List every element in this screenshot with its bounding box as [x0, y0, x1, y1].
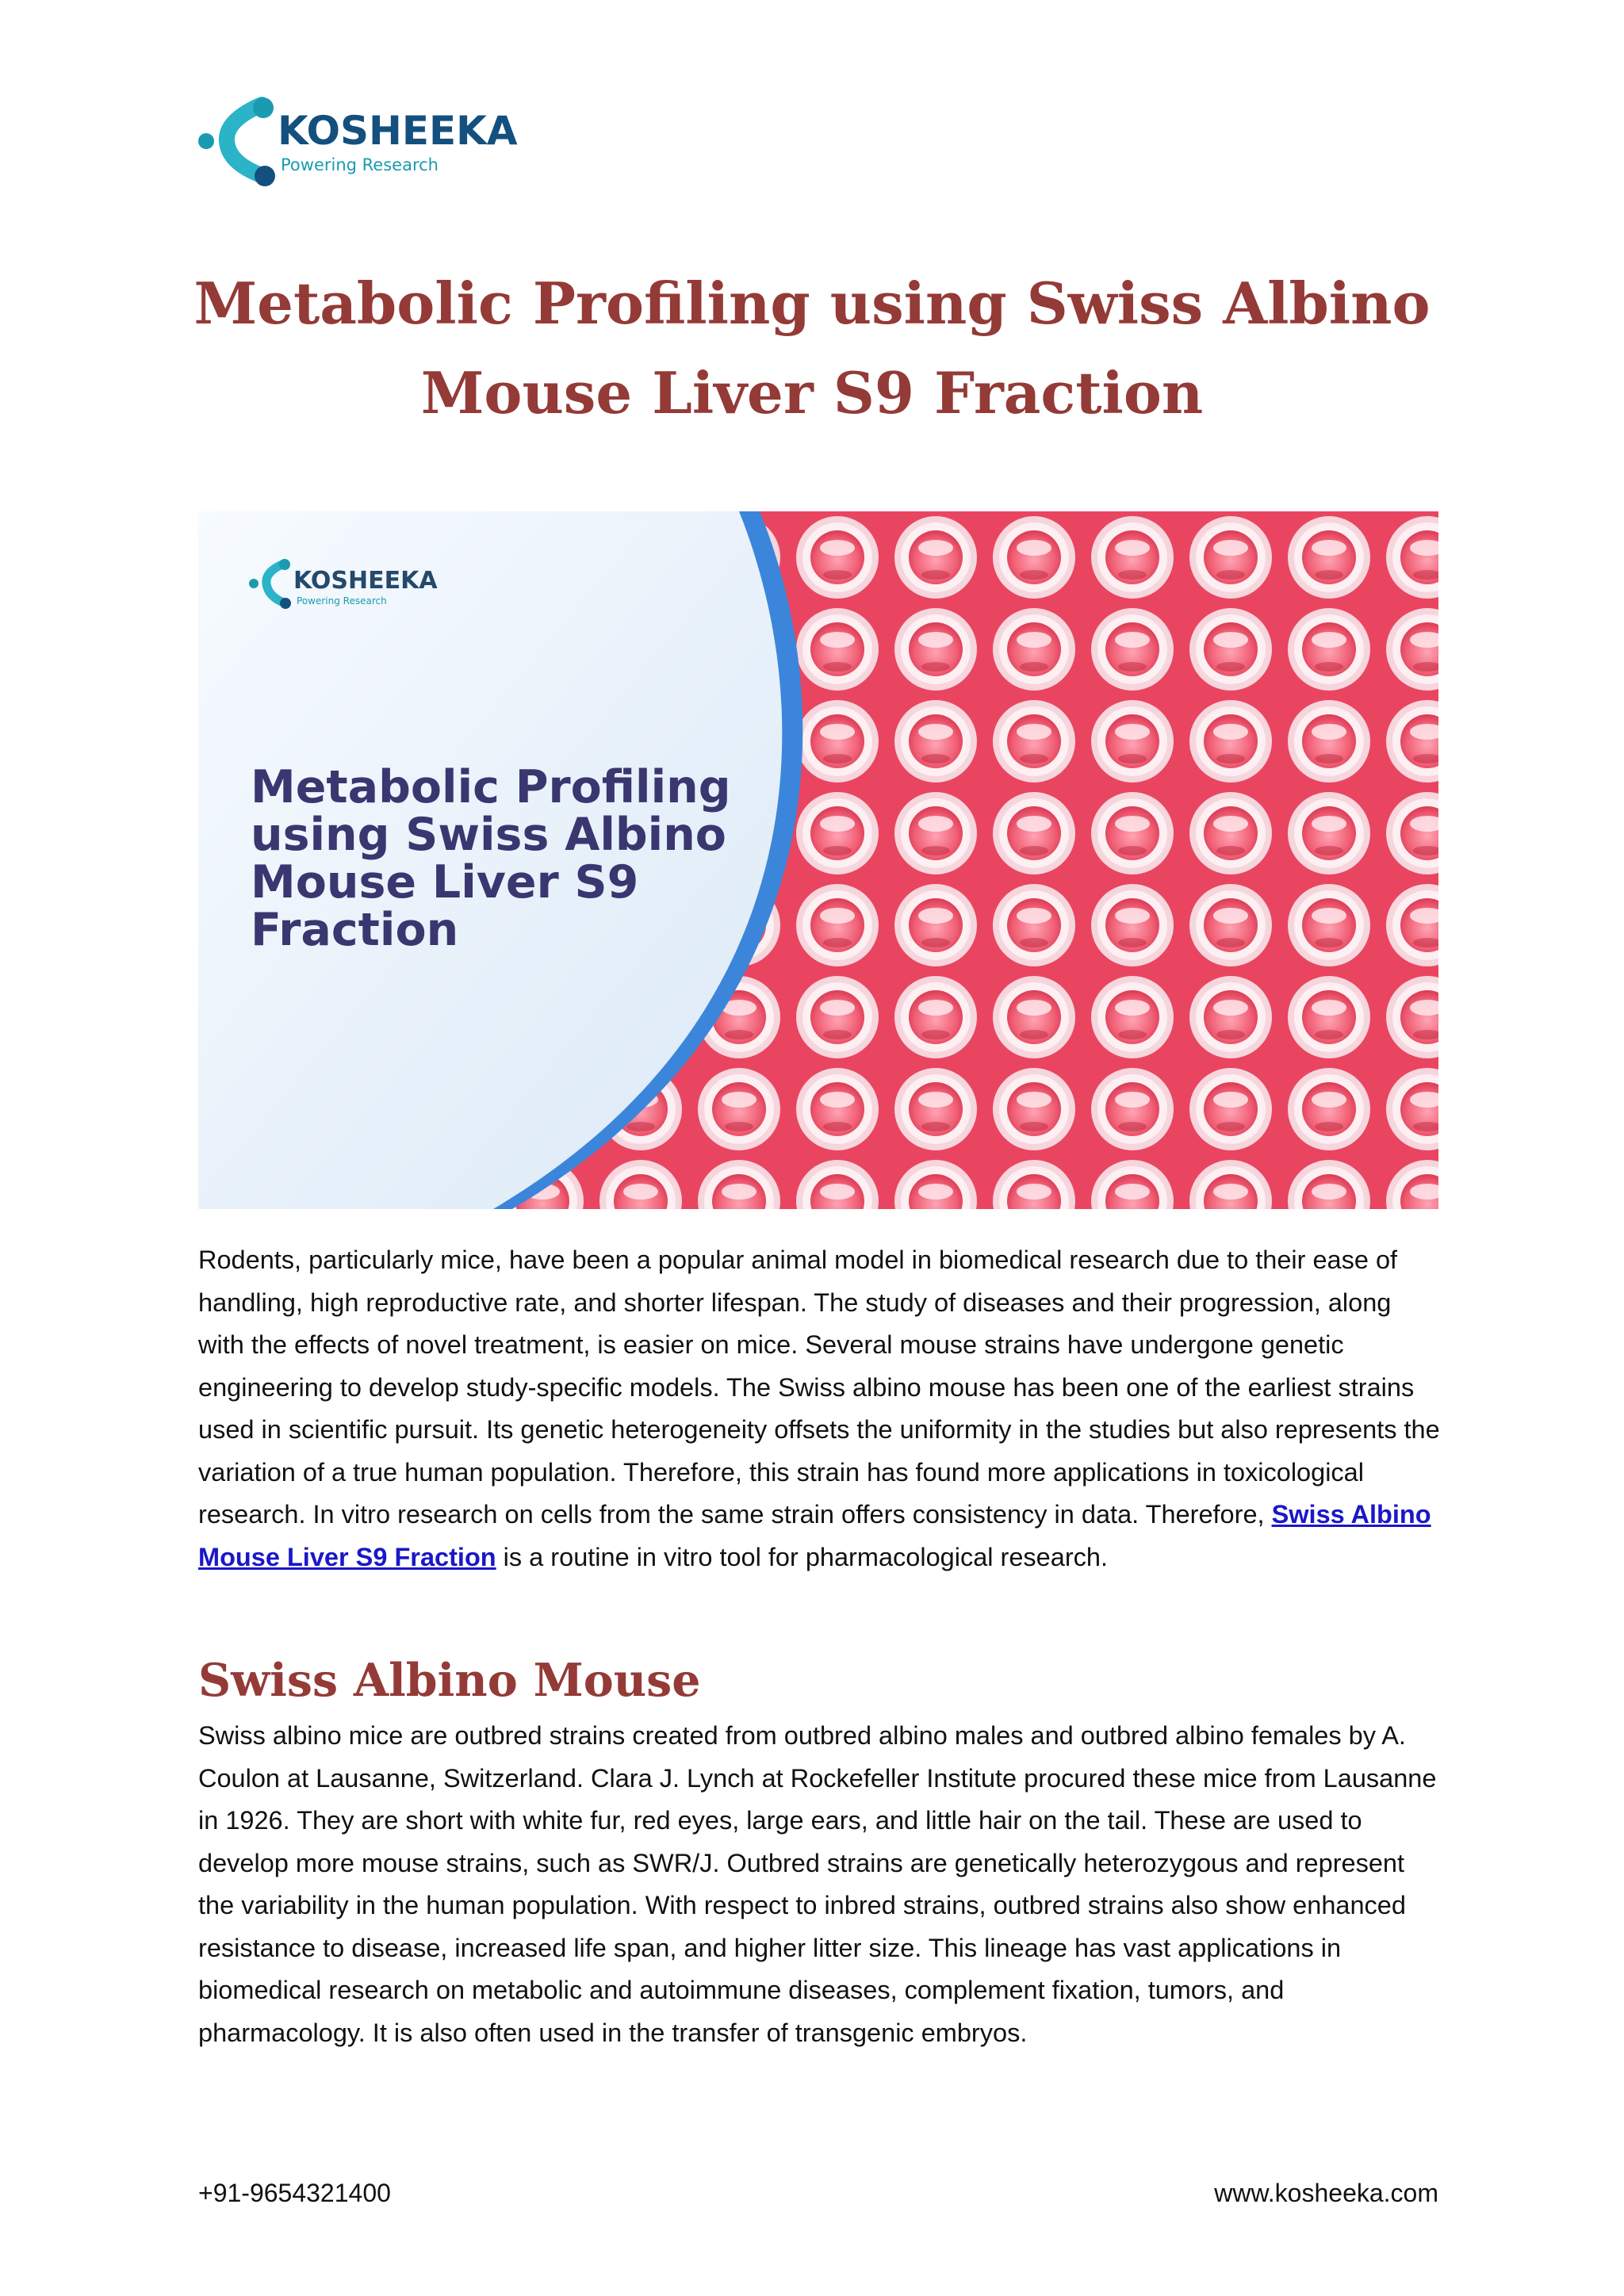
logo-tagline: Powering Research [281, 155, 439, 174]
logo-name: KOSHEEKA [278, 108, 518, 154]
kosheeka-logo [195, 94, 544, 189]
banner-image [198, 511, 1438, 1209]
intro-text-after: is a routine in vitro tool for pharmacological research. [496, 1542, 1108, 1571]
banner-logo-name: KOSHEEKA [293, 567, 438, 595]
intro-text-before: Rodents, particularly mice, have been a popular animal model in biomedical research due to their ease of handling, high reproductive rate, and shorter lifespan. The study of diseases and their progression, along with the effects of novel treatment, is easier on mice. Several mouse strains have undergone genetic engineering to develop study-specific models. The Swiss albino mouse has been one of the earliest strains used in scientific pursuit. Its genetic heterogeneity offsets the uniformity in the studies but also represents the variation of a true human population. Therefore, this strain has found more applications in toxicological research. In vitro research on cells from the same strain offers consistency in data. Therefore, [198, 1246, 1440, 1529]
banner-title: Metabolic Profiling using Swiss Albino Mouse Liver S9 Fraction [251, 761, 731, 956]
section-heading: Swiss Albino Mouse [198, 1654, 701, 1707]
logo-molecule-icon [195, 94, 282, 189]
s9-fraction-link[interactable]: Swiss Albino Mouse Liver S9 Fraction [198, 1500, 1431, 1571]
section-paragraph: Swiss albino mice are outbred strains created from outbred albino males and outbred albino females by A. Coulon at Lausanne, Switzerland. Clara J. Lynch at Rockefeller Institute procured these mice from Lausanne in 1926. They are short with white fur, red eyes, large ears, and little hair on the tail. These are used to develop more mouse strains, such as SWR/J. Outbred strains are genetically heterozygous and represent the variability in the human population. With respect to inbred strains, outbred strains also show enhanced resistance to disease, increased life span, and higher litter size. This lineage has vast applications in biomedical research on metabolic and autoimmune diseases, complement fixation, tumors, and pharmacology. It is also often used in the transfer of transgenic embryos. [198, 1721, 1437, 2047]
intro-paragraph [198, 1239, 1442, 1578]
page-title: Metabolic Profiling using Swiss Albino Mouse Liver S9 Fraction [193, 270, 1431, 427]
footer-website[interactable]: www.kosheeka.com [1214, 2179, 1438, 2207]
banner-logo-tagline: Powering Research [297, 595, 387, 607]
footer-phone: +91-9654321400 [198, 2179, 391, 2207]
banner-logo-icon [247, 556, 292, 611]
banner-logo [247, 556, 454, 611]
